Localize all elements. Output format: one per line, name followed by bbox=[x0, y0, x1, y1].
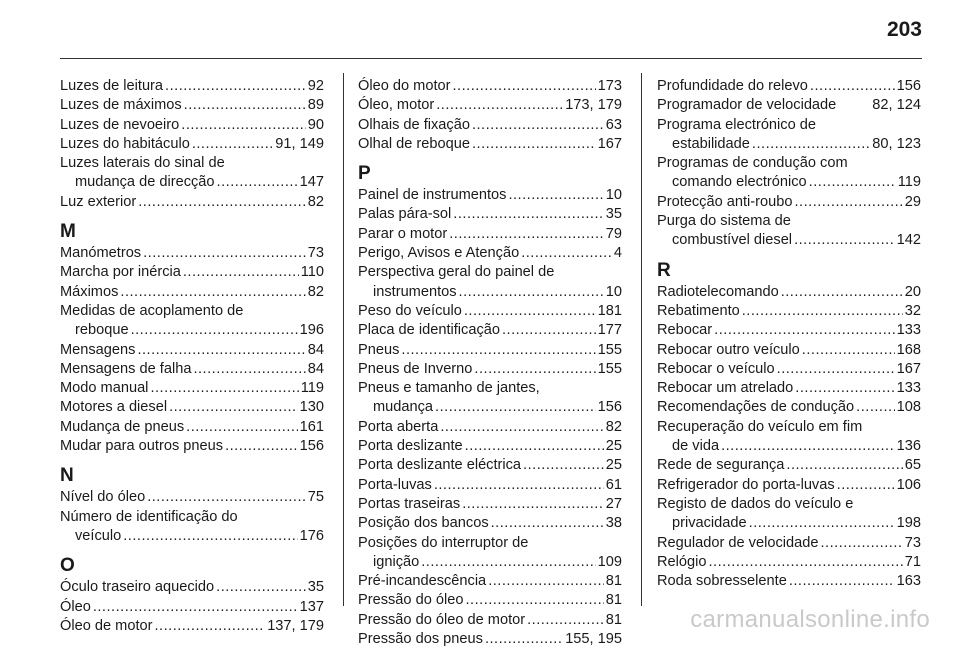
dot-leader bbox=[225, 437, 298, 456]
index-entry bbox=[60, 116, 324, 135]
index-entry-pages: 176 bbox=[299, 527, 324, 544]
index-entry-text: Portas traseiras bbox=[358, 495, 461, 512]
index-entry bbox=[60, 437, 324, 456]
index-entry-pages: 20 bbox=[904, 283, 921, 300]
index-entry-text: Pneus de Inverno bbox=[358, 360, 473, 377]
index-entry-text: Profundidade do relevo bbox=[657, 78, 808, 94]
index-entry-pages: 35 bbox=[605, 206, 622, 223]
index-entry-text: Pressão do óleo bbox=[358, 592, 464, 609]
index-entry bbox=[60, 77, 324, 96]
index-entry bbox=[657, 553, 921, 572]
dot-leader bbox=[459, 283, 604, 302]
index-entry bbox=[358, 116, 622, 135]
dot-leader bbox=[435, 398, 596, 417]
index-entry-pages: 167 bbox=[896, 360, 921, 377]
dot-leader bbox=[837, 476, 895, 495]
dot-leader bbox=[183, 263, 299, 282]
index-entry-pages: 181 bbox=[597, 302, 622, 319]
index-entry-pages: 142 bbox=[896, 232, 921, 249]
index-entry-pages: 32 bbox=[904, 302, 921, 319]
index-entry-text: Rebatimento bbox=[657, 302, 740, 319]
index-column-2 bbox=[358, 77, 622, 649]
index-entry bbox=[358, 514, 622, 533]
dot-leader bbox=[137, 341, 305, 360]
index-entry-pages: 119 bbox=[300, 380, 324, 397]
index-entry-pages: 109 bbox=[597, 553, 622, 570]
index-entry-pages: 173 bbox=[597, 78, 622, 94]
index-entry bbox=[657, 193, 921, 212]
index-entry-pages: 167 bbox=[597, 135, 622, 152]
index-entry bbox=[358, 244, 622, 263]
index-entry bbox=[657, 398, 921, 417]
index-entry-text: Regulador de velocidade bbox=[657, 534, 819, 551]
index-entry-pages: 61 bbox=[605, 476, 622, 493]
index-entry bbox=[358, 398, 622, 417]
index-entry bbox=[358, 360, 622, 379]
dot-leader bbox=[165, 77, 306, 96]
dot-leader bbox=[138, 193, 306, 212]
index-entry-text: Óculo traseiro aquecido bbox=[60, 579, 215, 596]
index-entry-pages: 155 bbox=[597, 341, 622, 358]
index-entry-pages: 84 bbox=[307, 360, 324, 377]
index-entry-pages: 81 bbox=[605, 592, 622, 609]
dot-leader bbox=[789, 572, 895, 591]
index-entry bbox=[60, 578, 324, 597]
index-entry-text: privacidade bbox=[672, 515, 747, 532]
index-entry-text: Mensagens bbox=[60, 341, 136, 358]
index-entry-text: Medidas de acoplamento de bbox=[60, 302, 244, 319]
index-entry-pages: 73 bbox=[307, 245, 324, 262]
index-entry-text: Posição dos bancos bbox=[358, 515, 489, 532]
index-entry-text: combustível diesel bbox=[672, 232, 793, 249]
index-entry-text: de vida bbox=[672, 438, 720, 455]
index-entry-pages: 198 bbox=[896, 515, 921, 532]
index-entry-text: Luzes de máximos bbox=[60, 97, 182, 114]
index-entry bbox=[657, 321, 921, 340]
index-entry-pages: 90 bbox=[307, 116, 324, 133]
index-entry-pages: 38 bbox=[605, 515, 622, 532]
index-entry bbox=[657, 135, 921, 154]
index-entry-text: Pneus e tamanho de jantes, bbox=[358, 380, 540, 397]
dot-leader bbox=[752, 135, 870, 154]
index-entry bbox=[358, 96, 622, 115]
header-rule bbox=[60, 58, 922, 59]
dot-leader bbox=[721, 437, 895, 456]
dot-leader bbox=[123, 527, 297, 546]
index-entry-text: Recuperação do veículo em fim bbox=[657, 418, 863, 435]
index-entry-text: Mudança de pneus bbox=[60, 418, 185, 435]
index-entry bbox=[60, 598, 324, 617]
index-letter-heading: R bbox=[657, 259, 671, 281]
dot-leader bbox=[93, 598, 298, 617]
index-entry-text: Máximos bbox=[60, 283, 119, 300]
index-entry-pages: 63 bbox=[605, 116, 622, 133]
index-entry-text: Rede de segurança bbox=[657, 457, 785, 474]
dot-leader bbox=[472, 135, 596, 154]
index-entry-pages: 35 bbox=[307, 579, 324, 596]
index-entry-text: Peso do veículo bbox=[358, 302, 462, 319]
index-entry-pages: 155 bbox=[597, 360, 622, 377]
dot-leader bbox=[810, 77, 895, 96]
dot-leader bbox=[434, 476, 604, 495]
index-entry bbox=[358, 476, 622, 495]
index-entry-pages: 163 bbox=[896, 573, 921, 590]
index-entry-pages: 79 bbox=[605, 225, 622, 242]
dot-leader bbox=[184, 96, 306, 115]
index-entry-pages: 161 bbox=[299, 418, 324, 435]
index-entry-text: reboque bbox=[75, 322, 129, 339]
index-entry-text: Olhais de fixação bbox=[358, 116, 470, 133]
dot-leader bbox=[508, 186, 603, 205]
dot-leader bbox=[120, 283, 305, 302]
dot-leader bbox=[781, 283, 903, 302]
index-entry-pages: 82 bbox=[307, 283, 324, 300]
dot-leader bbox=[809, 173, 896, 192]
index-entry bbox=[60, 341, 324, 360]
dot-leader bbox=[143, 244, 306, 263]
index-entry-pages: 156 bbox=[299, 438, 324, 455]
index-entry-text: Número de identificação do bbox=[60, 508, 238, 525]
index-entry-text: Perigo, Avisos e Atenção bbox=[358, 245, 520, 262]
index-entry bbox=[358, 572, 622, 591]
index-entry-text: Roda sobresselente bbox=[657, 573, 787, 590]
index-entry-text: Pressão dos pneus bbox=[358, 631, 483, 648]
index-entry-text: Olhal de reboque bbox=[358, 135, 470, 152]
index-entry-pages: 25 bbox=[605, 438, 622, 455]
dot-leader bbox=[169, 398, 298, 417]
index-entry-pages: 71 bbox=[904, 553, 921, 570]
index-entry-pages: 173, 179 bbox=[565, 97, 622, 114]
index-entry-pages: 10 bbox=[605, 187, 622, 204]
index-entry-text: Pressão do óleo de motor bbox=[358, 611, 526, 628]
index-entry-text: Registo de dados do veículo e bbox=[657, 495, 854, 512]
index-entry bbox=[358, 186, 622, 205]
index-entry-text: Motores a diesel bbox=[60, 399, 168, 416]
index-entry bbox=[60, 173, 324, 192]
dot-leader bbox=[856, 398, 894, 417]
index-entry bbox=[657, 572, 921, 591]
dot-leader bbox=[488, 572, 604, 591]
index-entry-pages: 84 bbox=[307, 341, 324, 358]
index-letter-heading: O bbox=[60, 555, 75, 577]
index-entry bbox=[657, 173, 921, 192]
dot-leader bbox=[193, 360, 305, 379]
dot-leader bbox=[186, 418, 298, 437]
index-entry-pages: 80, 123 bbox=[872, 135, 921, 152]
index-entry bbox=[358, 283, 622, 302]
index-entry-text: Rebocar outro veículo bbox=[657, 341, 800, 358]
index-entry bbox=[657, 77, 921, 96]
dot-leader bbox=[181, 116, 306, 135]
index-entry bbox=[60, 244, 324, 263]
index-entry-pages: 27 bbox=[605, 495, 622, 512]
index-entry bbox=[657, 379, 921, 398]
index-letter-heading: P bbox=[358, 163, 371, 185]
index-entry-text: Pneus bbox=[358, 341, 400, 358]
index-entry-text: mudança bbox=[373, 399, 434, 416]
dot-leader bbox=[472, 116, 604, 135]
index-entry-pages: 133 bbox=[896, 380, 921, 397]
index-entry-pages: 82, 124 bbox=[872, 97, 921, 114]
index-entry-text: ignição bbox=[373, 553, 420, 570]
index-entry bbox=[60, 321, 324, 340]
index-entry bbox=[358, 495, 622, 514]
dot-leader bbox=[742, 302, 903, 321]
page-number: 203 bbox=[886, 18, 922, 41]
index-entry-text: Óleo, motor bbox=[358, 97, 435, 114]
dot-leader bbox=[777, 360, 895, 379]
index-entry-text: Painel de instrumentos bbox=[358, 187, 507, 204]
index-entry-pages: 4 bbox=[613, 245, 622, 262]
dot-leader bbox=[485, 630, 563, 649]
dot-leader bbox=[521, 244, 612, 263]
index-entry-pages: 81 bbox=[605, 573, 622, 590]
index-entry-pages: 137, 179 bbox=[267, 617, 324, 634]
index-entry-text: Purga do sistema de bbox=[657, 213, 791, 230]
index-entry-pages: 91, 149 bbox=[275, 135, 324, 152]
index-entry-text: Luzes de leitura bbox=[60, 78, 164, 94]
index-entry-pages: 196 bbox=[299, 322, 324, 339]
index-entry bbox=[60, 617, 324, 636]
dot-leader bbox=[502, 321, 596, 340]
index-entry-pages: 136 bbox=[896, 438, 921, 455]
index-entry-pages: 65 bbox=[904, 457, 921, 474]
index-entry-pages: 108 bbox=[896, 399, 921, 416]
dot-leader bbox=[749, 514, 895, 533]
index-entry-text: Mudar para outros pneus bbox=[60, 438, 224, 455]
index-entry-pages: 156 bbox=[896, 78, 921, 94]
dot-leader bbox=[131, 321, 298, 340]
index-entry-pages: 89 bbox=[307, 97, 324, 114]
index-entry bbox=[358, 456, 622, 475]
index-entry bbox=[358, 225, 622, 244]
index-entry-pages: 137 bbox=[299, 598, 324, 615]
index-entry bbox=[358, 321, 622, 340]
index-entry bbox=[60, 360, 324, 379]
index-entry-text: Óleo do motor bbox=[358, 78, 451, 94]
dot-leader bbox=[217, 173, 298, 192]
dot-leader bbox=[795, 379, 894, 398]
index-entry-pages: 75 bbox=[307, 489, 324, 506]
index-entry-text: estabilidade bbox=[672, 135, 750, 152]
index-entry-text: Rebocar o veículo bbox=[657, 360, 775, 377]
index-entry-text: mudança de direcção bbox=[75, 174, 215, 191]
dot-leader bbox=[462, 495, 604, 514]
index-entry bbox=[358, 302, 622, 321]
index-column-3 bbox=[657, 77, 921, 591]
index-entry-text: Programa electrónico de bbox=[657, 116, 816, 133]
dot-leader bbox=[465, 591, 603, 610]
index-entry-pages: 156 bbox=[597, 399, 622, 416]
dot-leader bbox=[465, 437, 604, 456]
index-entry-pages: 29 bbox=[904, 193, 921, 210]
index-entry-text: Refrigerador do porta-luvas bbox=[657, 476, 835, 493]
dot-leader bbox=[452, 77, 595, 96]
dot-leader bbox=[421, 553, 595, 572]
index-entry bbox=[657, 231, 921, 250]
index-entry bbox=[657, 534, 921, 553]
dot-leader bbox=[794, 193, 902, 212]
dot-leader bbox=[820, 534, 902, 553]
index-entry bbox=[358, 418, 622, 437]
index-entry-text: Modo manual bbox=[60, 380, 149, 397]
index-entry-text: Porta deslizante eléctrica bbox=[358, 457, 522, 474]
dot-leader bbox=[474, 360, 595, 379]
index-entry bbox=[657, 476, 921, 495]
index-entry-pages: 110 bbox=[300, 264, 324, 281]
dot-leader bbox=[216, 578, 306, 597]
dot-leader bbox=[786, 456, 902, 475]
index-entry bbox=[358, 77, 622, 96]
dot-leader bbox=[491, 514, 604, 533]
index-entry-text: Óleo bbox=[60, 598, 91, 615]
column-divider bbox=[343, 73, 344, 606]
index-entry-pages: 81 bbox=[605, 611, 622, 628]
index-entry bbox=[657, 437, 921, 456]
dot-leader bbox=[523, 456, 604, 475]
index-entry-text: Luz exterior bbox=[60, 193, 137, 210]
index-entry-text: Óleo de motor bbox=[60, 617, 153, 634]
index-entry-text: Manómetros bbox=[60, 245, 142, 262]
index-entry-text: comando electrónico bbox=[672, 174, 807, 191]
index-entry bbox=[358, 591, 622, 610]
index-entry bbox=[657, 341, 921, 360]
index-entry-text: Recomendações de condução bbox=[657, 399, 855, 416]
index-entry-text: Palas pára-sol bbox=[358, 206, 452, 223]
index-entry-text: Posições do interruptor de bbox=[358, 534, 529, 551]
index-entry bbox=[60, 96, 324, 115]
index-entry-text: Luzes laterais do sinal de bbox=[60, 155, 225, 172]
index-entry-pages: 177 bbox=[597, 322, 622, 339]
index-entry-text: Porta deslizante bbox=[358, 438, 463, 455]
index-entry-text: Programador de velocidade bbox=[657, 97, 837, 114]
index-entry-text: Luzes do habitáculo bbox=[60, 135, 190, 152]
index-entry-text: Porta-luvas bbox=[358, 476, 432, 493]
index-entry-pages: 133 bbox=[896, 322, 921, 339]
index-entry bbox=[657, 283, 921, 302]
dot-leader bbox=[440, 418, 603, 437]
index-entry bbox=[657, 302, 921, 321]
index-entry-text: Parar o motor bbox=[358, 225, 448, 242]
index-entry bbox=[358, 630, 622, 649]
index-entry-pages: 106 bbox=[896, 476, 921, 493]
index-entry bbox=[358, 135, 622, 154]
index-entry-pages: 130 bbox=[299, 399, 324, 416]
index-entry-text: Luzes de nevoeiro bbox=[60, 116, 180, 133]
index-letter-heading: M bbox=[60, 221, 76, 243]
index-entry-pages: 155, 195 bbox=[565, 631, 622, 648]
dot-leader bbox=[453, 205, 603, 224]
index-entry-text: Marcha por inércia bbox=[60, 264, 181, 281]
dot-leader bbox=[464, 302, 596, 321]
dot-leader bbox=[436, 96, 563, 115]
dot-leader bbox=[449, 225, 604, 244]
index-entry bbox=[60, 135, 324, 154]
index-entry-text: Porta aberta bbox=[358, 418, 439, 435]
dot-leader bbox=[527, 611, 604, 630]
index-entry-text: Nível do óleo bbox=[60, 489, 146, 506]
index-entry-text: Pré-incandescência bbox=[358, 573, 487, 590]
dot-leader bbox=[794, 231, 895, 250]
index-entry bbox=[358, 553, 622, 572]
index-entry-text: Relógio bbox=[657, 553, 707, 570]
index-entry bbox=[358, 205, 622, 224]
index-entry-text: instrumentos bbox=[373, 283, 457, 300]
dot-leader bbox=[150, 379, 298, 398]
index-entry-pages: 25 bbox=[605, 457, 622, 474]
index-entry-pages: 10 bbox=[605, 283, 622, 300]
index-entry-pages: 82 bbox=[307, 193, 324, 210]
dot-leader bbox=[154, 617, 265, 636]
index-entry bbox=[60, 193, 324, 212]
dot-leader bbox=[147, 488, 306, 507]
index-entry-text: Radiotelecomando bbox=[657, 283, 779, 300]
index-entry bbox=[657, 456, 921, 475]
index-entry bbox=[60, 283, 324, 302]
index-entry-text: Protecção anti-roubo bbox=[657, 193, 793, 210]
index-letter-heading: N bbox=[60, 465, 74, 487]
index-entry-text: Placa de identificação bbox=[358, 322, 500, 339]
index-entry-pages: 168 bbox=[896, 341, 921, 358]
index-entry-text: veículo bbox=[75, 527, 122, 544]
column-divider bbox=[641, 73, 642, 606]
index-entry-pages: 147 bbox=[299, 174, 324, 191]
index-entry-text: Rebocar bbox=[657, 322, 713, 339]
index-entry bbox=[60, 488, 324, 507]
index-entry-text: Perspectiva geral do painel de bbox=[358, 264, 555, 281]
dot-leader bbox=[401, 341, 595, 360]
watermark: carmanualsonline.info bbox=[690, 606, 930, 633]
index-entry bbox=[60, 418, 324, 437]
dot-leader bbox=[709, 553, 903, 572]
index-entry bbox=[60, 398, 324, 417]
index-entry bbox=[358, 611, 622, 630]
index-entry-pages: 92 bbox=[307, 78, 324, 94]
index-entry bbox=[657, 360, 921, 379]
index-entry bbox=[60, 527, 324, 546]
index-entry-pages: 82 bbox=[605, 418, 622, 435]
index-entry bbox=[657, 96, 921, 115]
index-entry-pages: 73 bbox=[904, 534, 921, 551]
index-entry-text: Programas de condução com bbox=[657, 155, 848, 172]
index-entry bbox=[358, 341, 622, 360]
index-column-1 bbox=[60, 77, 324, 636]
dot-leader bbox=[192, 135, 273, 154]
index-entry-text: Mensagens de falha bbox=[60, 360, 192, 377]
index-entry-pages: 119 bbox=[897, 174, 921, 191]
dot-leader bbox=[714, 321, 894, 340]
index-entry-text: Rebocar um atrelado bbox=[657, 380, 794, 397]
index-entry bbox=[657, 514, 921, 533]
index-entry bbox=[358, 437, 622, 456]
index-entry bbox=[60, 263, 324, 282]
index-entry bbox=[60, 379, 324, 398]
dot-leader bbox=[802, 341, 895, 360]
